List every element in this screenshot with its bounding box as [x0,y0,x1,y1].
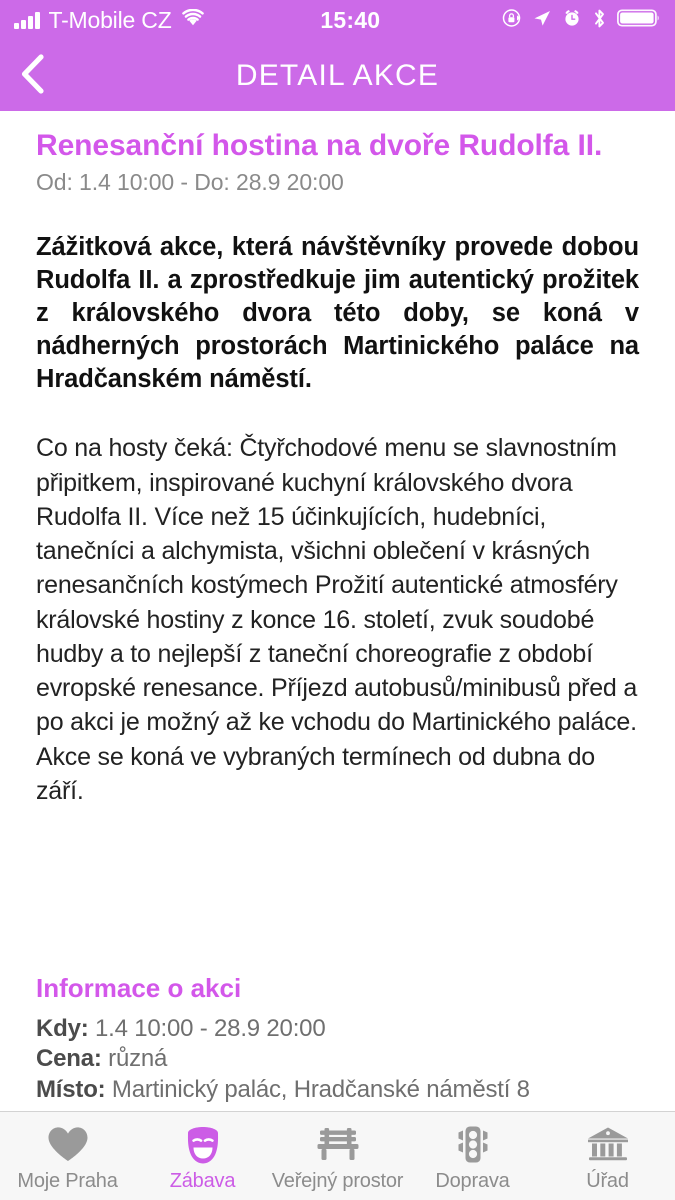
chevron-left-icon [16,52,50,101]
tab-bar [0,1111,675,1200]
info-heading: Informace o akci [36,973,242,1003]
info-row-label: Cena: [36,1045,102,1073]
bluetooth-icon [592,8,607,34]
rotation-lock-icon [502,8,522,33]
event-lead-paragraph: Zážitková akce, která návštěvníky provede dobou Rudolfa II. a zprostředkuje jim autentický prožitek z královského dvora této doby, se koná v nádherných prostorách Martinického paláce na Hradčanském náměstí. [36,232,639,393]
bank-icon [585,1125,631,1165]
carrier-label: T-Mobile CZ [48,7,172,33]
info-row-label: Kdy: [36,1014,89,1042]
signal-bars-icon [14,12,40,29]
info-row [36,1014,639,1044]
event-title: Renesanční hostina na dvoře Rudolfa II. [36,129,603,162]
back-button[interactable] [6,49,60,103]
bench-icon [315,1125,361,1165]
event-info-section [0,974,675,1105]
info-row-value: Martinický palác, Hradčanské náměstí 8 [111,1075,530,1103]
tab-doprava[interactable] [405,1112,540,1200]
info-row [36,1044,639,1074]
tab-label: Moje Praha [17,1170,118,1192]
page-title: DETAIL AKCE [235,59,440,92]
event-dates: Od: 1.4 10:00 - Do: 28.9 20:00 [36,169,344,196]
status-bar-left [14,9,205,32]
detail-body [0,111,675,808]
event-body-paragraph: Co na hosty čeká: Čtyřchodové menu se slavnostním připitkem, inspirované kuchyní královského dvora Rudolfa II. Více než 15 účinkujících, hudebníci, tanečníci a alchymista, všichni oblečení v krásných renesančních kostýmech Prožití autentické atmosféry královské hostiny z konce 16. století, zvuk soudobé hudby a to nejlepší z taneční choreografie z období evropské renesance. Příjezd autobusů/minibusů před a po akci je možný až ke vchodu do Martinického paláce. Akce se koná ve vybraných termínech od dubna do září. [36,434,638,805]
status-bar-right [502,8,661,34]
traffic-light-icon [453,1125,493,1165]
tab-label: Doprava [435,1170,510,1192]
tab-label: Veřejný prostor [271,1170,404,1192]
info-row [36,1075,639,1105]
theater-mask-icon [183,1125,223,1165]
heart-icon [46,1125,90,1165]
wifi-icon [181,9,205,32]
status-bar [0,0,675,41]
tab-label: Úřad [586,1170,629,1192]
tab-urad[interactable] [540,1112,675,1200]
tab-moje-praha[interactable] [0,1112,135,1200]
tab-verejny-prostor[interactable] [270,1112,405,1200]
battery-icon [617,8,661,33]
nav-bar [0,41,675,111]
status-bar-center [205,9,502,32]
alarm-clock-icon [562,8,582,33]
location-arrow-icon [532,8,552,33]
tab-zabava[interactable] [135,1112,270,1200]
clock-label: 15:40 [320,7,381,33]
detail-content [0,111,675,1111]
tab-label: Zábava [169,1170,236,1192]
info-row-value: různá [108,1045,168,1073]
info-row-label: Místo: [36,1075,106,1103]
info-row-value: 1.4 10:00 - 28.9 20:00 [95,1014,326,1042]
